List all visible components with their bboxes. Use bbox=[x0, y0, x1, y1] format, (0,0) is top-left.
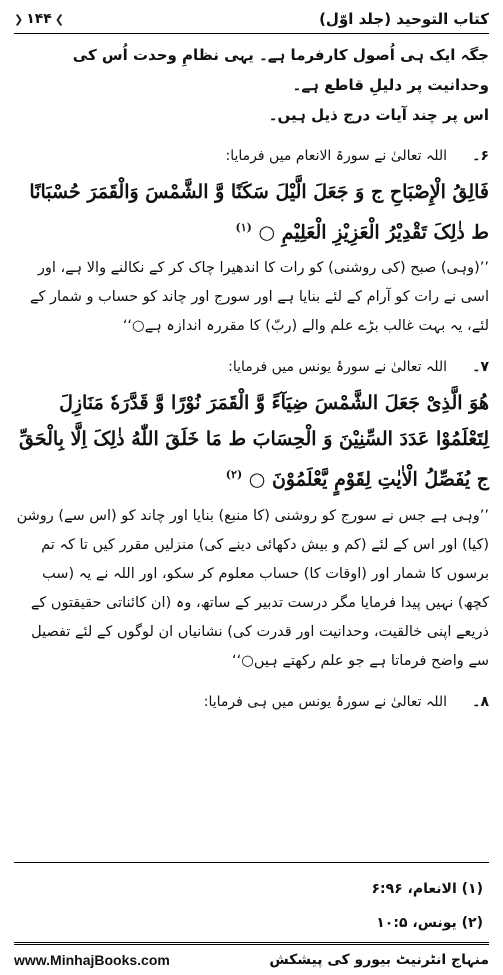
page-footer bbox=[14, 949, 489, 971]
section-6-heading bbox=[16, 144, 489, 168]
footer-divider bbox=[14, 942, 489, 945]
section-heading-text: اللہ تعالیٰ نے سورۂ یونس میں ہی فرمایا: bbox=[203, 693, 447, 710]
section-heading-text: اللہ تعالیٰ نے سورۂ یونس میں فرمایا: bbox=[228, 359, 447, 376]
presenter-credit: منہاج انٹرنیٹ بیورو کی پیشکش bbox=[269, 952, 489, 968]
page-number: ۱۴۴ bbox=[26, 11, 52, 27]
footnote-ref: (۱) bbox=[235, 221, 252, 234]
section-number: ۸۔ bbox=[472, 693, 489, 710]
page-body bbox=[16, 40, 489, 714]
section-number: ۶۔ bbox=[472, 148, 489, 164]
quran-verse-yunus bbox=[16, 385, 489, 497]
footnote-1: (۱) الانعام، ۶:۹۶ bbox=[371, 881, 483, 897]
ornament-right-icon: ❯ bbox=[54, 12, 65, 26]
ornament-left-icon: ❮ bbox=[14, 12, 24, 26]
footnote-2: (۲) یونس، ۱۰:۵ bbox=[376, 915, 483, 931]
page-number-badge bbox=[14, 11, 64, 27]
quran-verse-anam bbox=[16, 174, 489, 250]
translation-yunus: ’’وہی ہے جس نے سورج کو روشنی (کا منبع) بنایا اور چاند کو (اس سے) روشن (کیا) اور اس کے لئے (کم و بیش دکھائی دینے کی) منزلیں مقرر کیں تا کہ تم برسوں کا شمار اور (اوقات کا) حساب معلوم کر سکو، اور اللہ نے یہ (سب کچھ) نہیں پیدا فرمایا مگر درست تدبیر کے ساتھ، وہ (ان کائناتی حقیقتوں کے ذریعے اپنی خالقیت، وحدانیت اور قدرت کی) نشانیاں ان لوگوں کے لئے تفصیل سے واضح فرماتا ہے جو علم رکھتے ہیں○‘‘ bbox=[16, 507, 489, 669]
website-link[interactable]: www.MinhajBooks.com bbox=[14, 952, 170, 968]
intro-line-1: جگہ ایک ہی اُصول کارفرما ہے۔ یہی نظامِ وحدت اُس کی وحدانیت پر دلیلِ قاطع ہے۔ bbox=[72, 46, 489, 94]
intro-line-2: اس پر چند آیات درج ذیل ہیں۔ bbox=[268, 106, 489, 124]
verse-text: فَالِقُ الْإِصْبَاحِ ج وَ جَعَلَ الَّیْلَ سَکَنًا وَّ الشَّمْسَ وَالْقَمَرَ حُسْبَانًا ط ذٰلِکَ تَقْدِیْرُ الْعَزِیْزِ الْعَلِیْمِ ○ bbox=[29, 181, 489, 244]
book-title: کتاب التوحید (جلد اوّل) bbox=[319, 10, 489, 28]
section-heading-text: اللہ تعالیٰ نے سورۃ الانعام میں فرمایا: bbox=[225, 148, 447, 164]
section-number: ۷۔ bbox=[472, 359, 489, 376]
section-8-heading bbox=[16, 690, 489, 714]
verse-text: هُوَ الَّذِیْ جَعَلَ الشَّمْسَ ضِیَآءً وَّ الْقَمَرَ نُوْرًا وَّ قَدَّرَهٗ مَنَازِلَ لِتَعْلَمُوْا عَدَدَ السِّنِیْنَ وَ الْحِسَابَ ط مَا خَلَقَ اللّٰهُ ذٰلِکَ اِلَّا بِالْحَقِّ ج یُفَصِّلُ الْاٰیٰتِ لِقَوْمٍ یَّعْلَمُوْنَ ○ bbox=[19, 392, 489, 491]
footnotes bbox=[183, 872, 483, 940]
page-header bbox=[14, 6, 489, 32]
footnote-divider bbox=[14, 862, 489, 863]
header-divider bbox=[14, 33, 489, 34]
footnote-ref: (۲) bbox=[225, 468, 243, 482]
section-7-heading bbox=[16, 355, 489, 379]
translation-anam: ’’(وہی) صبح (کی روشنی) کو رات کا اندھیرا چاک کر کے نکالنے والا ہے، اور اسی نے رات کو آرام کے لئے بنایا ہے اور سورج اور چاند کو حساب و شمار کے لئے، یہ بہت غالب بڑے علم والے (ربّ) کا مقررہ اندازہ ہے○‘‘ bbox=[29, 260, 489, 335]
